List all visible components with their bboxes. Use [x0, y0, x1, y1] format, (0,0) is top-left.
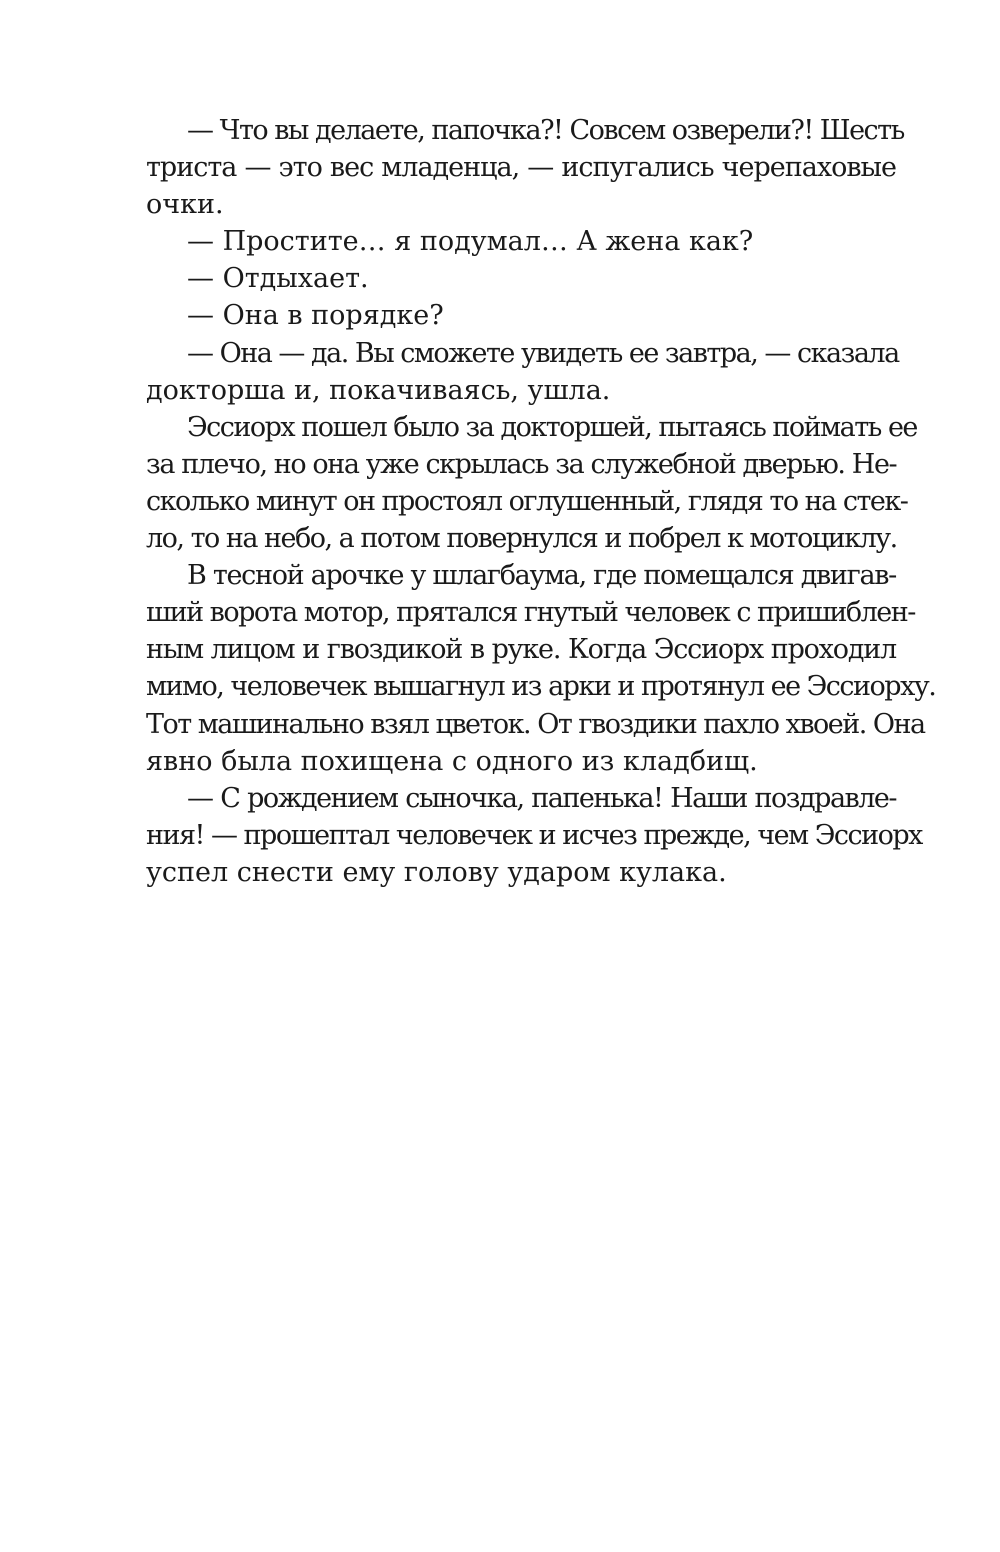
text-line: за плечо, но она уже скрылась за служебной дверью. Не- [146, 448, 897, 480]
text-line: — Что вы делаете, папочка?! Совсем озверели?! Шесть [187, 115, 904, 146]
text-line: ло, то на небо, а потом повернулся и побрел к мотоциклу. [146, 523, 897, 555]
body-text [146, 112, 936, 891]
text-line: — Она — да. Вы сможете увидеть ее завтра, — сказала [187, 337, 899, 369]
text-line: ным лицом и гвоздикой в руке. Когда Эссиорх проходил [146, 634, 896, 666]
text-line: — Отдыхает. [187, 263, 369, 295]
text-line: успел снести ему голову ударом кулака. [146, 856, 727, 888]
text-line: — Она в порядке? [187, 300, 444, 332]
text-line: докторша и, покачиваясь, ушла. [146, 374, 611, 406]
text-line: мимо, человечек вышагнул из арки и протянул ее Эссиорху. [146, 671, 936, 703]
text-line: явно была похищена с одного из кладбищ. [146, 745, 758, 777]
text-line: В тесной арочке у шлагбаума, где помещался двигав- [187, 560, 896, 592]
text-line: сколько минут он простоял оглушенный, глядя то на стек- [146, 485, 908, 517]
text-line: — С рождением сыночка, папенька! Наши поздравле- [187, 782, 896, 814]
text-line: триста — это вес младенца, — испугались черепаховые [146, 152, 896, 184]
text-line: — Простите… я подумал… А жена как? [187, 226, 754, 258]
text-line: Тот машинально взял цветок. От гвоздики пахло хвоей. Она [146, 708, 925, 740]
text-line: очки. [146, 189, 224, 221]
text-line: ший ворота мотор, прятался гнутый человек с пришиблен- [146, 597, 915, 629]
text-line: ния! — прошептал человечек и исчез прежде, чем Эссиорх [146, 819, 922, 851]
text-line: Эссиорх пошел было за докторшей, пытаясь поймать ее [187, 411, 917, 443]
